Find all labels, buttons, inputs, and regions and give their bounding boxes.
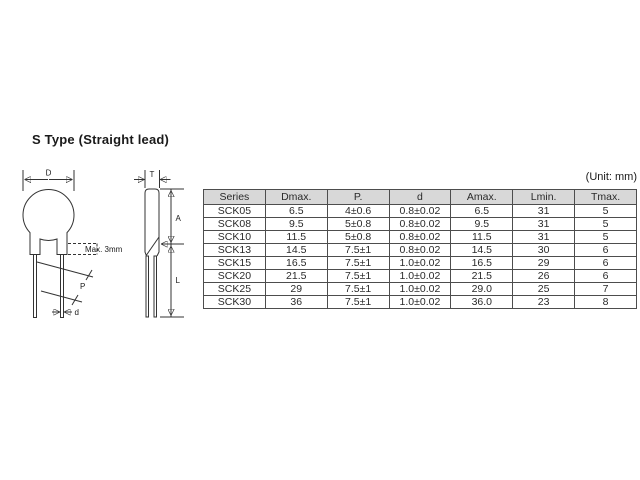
table-row — [204, 296, 637, 309]
value-cell: 29 — [513, 257, 575, 270]
value-cell: 16.5 — [451, 257, 513, 270]
value-cell: 7.5±1 — [327, 296, 389, 309]
value-cell: 0.8±0.02 — [389, 218, 451, 231]
page-title: S Type (Straight lead) — [32, 132, 170, 147]
value-cell: 31 — [513, 218, 575, 231]
value-cell: 14.5 — [451, 244, 513, 257]
diameter-dim-label: D — [45, 168, 52, 178]
value-cell: 7.5±1 — [327, 270, 389, 283]
value-cell: 36.0 — [451, 296, 513, 309]
series-cell: SCK15 — [204, 257, 266, 270]
value-cell: 16.5 — [265, 257, 327, 270]
value-cell: 6.5 — [265, 205, 327, 218]
right-lead — [61, 255, 64, 318]
series-cell: SCK05 — [204, 205, 266, 218]
value-cell: 26 — [513, 270, 575, 283]
value-cell: 1.0±0.02 — [389, 270, 451, 283]
column-header: d — [389, 190, 451, 205]
value-cell: 1.0±0.02 — [389, 257, 451, 270]
value-cell: 29.0 — [451, 283, 513, 296]
spec-table-container — [203, 189, 637, 309]
column-header: P. — [327, 190, 389, 205]
value-cell: 29 — [265, 283, 327, 296]
pitch-dim-label: P — [80, 282, 86, 291]
table-row — [204, 231, 637, 244]
value-cell: 0.8±0.02 — [389, 205, 451, 218]
side-body-outline — [145, 189, 159, 256]
spec-table-head — [204, 190, 637, 205]
side-right-lead — [154, 256, 157, 317]
side-view-drawing — [134, 170, 184, 317]
table-row — [204, 270, 637, 283]
table-row — [204, 283, 637, 296]
front-view-drawing — [23, 169, 123, 318]
value-cell: 0.8±0.02 — [389, 244, 451, 257]
value-cell: 5±0.8 — [327, 218, 389, 231]
value-cell: 31 — [513, 205, 575, 218]
value-cell: 1.0±0.02 — [389, 296, 451, 309]
disc-body-outline — [23, 190, 74, 255]
body-height-dim-label: A — [175, 214, 181, 223]
value-cell: 14.5 — [265, 244, 327, 257]
value-cell: 23 — [513, 296, 575, 309]
coating-max-note: Max. 3mm — [85, 245, 123, 254]
value-cell: 6 — [575, 257, 637, 270]
series-cell: SCK30 — [204, 296, 266, 309]
column-header: Dmax. — [265, 190, 327, 205]
series-cell: SCK20 — [204, 270, 266, 283]
value-cell: 5±0.8 — [327, 231, 389, 244]
header-row — [204, 190, 637, 205]
column-header: Tmax. — [575, 190, 637, 205]
series-cell: SCK13 — [204, 244, 266, 257]
side-left-lead — [146, 256, 149, 317]
value-cell: 4±0.6 — [327, 205, 389, 218]
value-cell: 8 — [575, 296, 637, 309]
table-row — [204, 257, 637, 270]
value-cell: 30 — [513, 244, 575, 257]
value-cell: 21.5 — [451, 270, 513, 283]
lead-diameter-dim-label: d — [74, 308, 79, 317]
value-cell: 5 — [575, 231, 637, 244]
unit-note: (Unit: mm) — [585, 171, 637, 183]
table-row — [204, 244, 637, 257]
table-row — [204, 205, 637, 218]
value-cell: 7.5±1 — [327, 257, 389, 270]
lead-length-dim-label: L — [175, 276, 180, 285]
value-cell: 11.5 — [265, 231, 327, 244]
value-cell: 7.5±1 — [327, 283, 389, 296]
value-cell: 7.5±1 — [327, 244, 389, 257]
value-cell: 5 — [575, 205, 637, 218]
value-cell: 6 — [575, 244, 637, 257]
series-cell: SCK25 — [204, 283, 266, 296]
value-cell: 6.5 — [451, 205, 513, 218]
value-cell: 11.5 — [451, 231, 513, 244]
value-cell: 1.0±0.02 — [389, 283, 451, 296]
spec-table — [203, 189, 637, 309]
column-header: Amax. — [451, 190, 513, 205]
value-cell: 5 — [575, 218, 637, 231]
column-header: Series — [204, 190, 266, 205]
spec-table-body — [204, 205, 637, 309]
value-cell: 6 — [575, 270, 637, 283]
value-cell: 21.5 — [265, 270, 327, 283]
column-header: Lmin. — [513, 190, 575, 205]
series-cell: SCK10 — [204, 231, 266, 244]
dimension-diagram — [8, 158, 198, 333]
left-lead — [34, 255, 37, 318]
value-cell: 7 — [575, 283, 637, 296]
value-cell: 31 — [513, 231, 575, 244]
value-cell: 36 — [265, 296, 327, 309]
table-row — [204, 218, 637, 231]
thickness-dim-label: T — [149, 170, 155, 179]
value-cell: 9.5 — [451, 218, 513, 231]
series-cell: SCK08 — [204, 218, 266, 231]
value-cell: 25 — [513, 283, 575, 296]
value-cell: 0.8±0.02 — [389, 231, 451, 244]
value-cell: 9.5 — [265, 218, 327, 231]
